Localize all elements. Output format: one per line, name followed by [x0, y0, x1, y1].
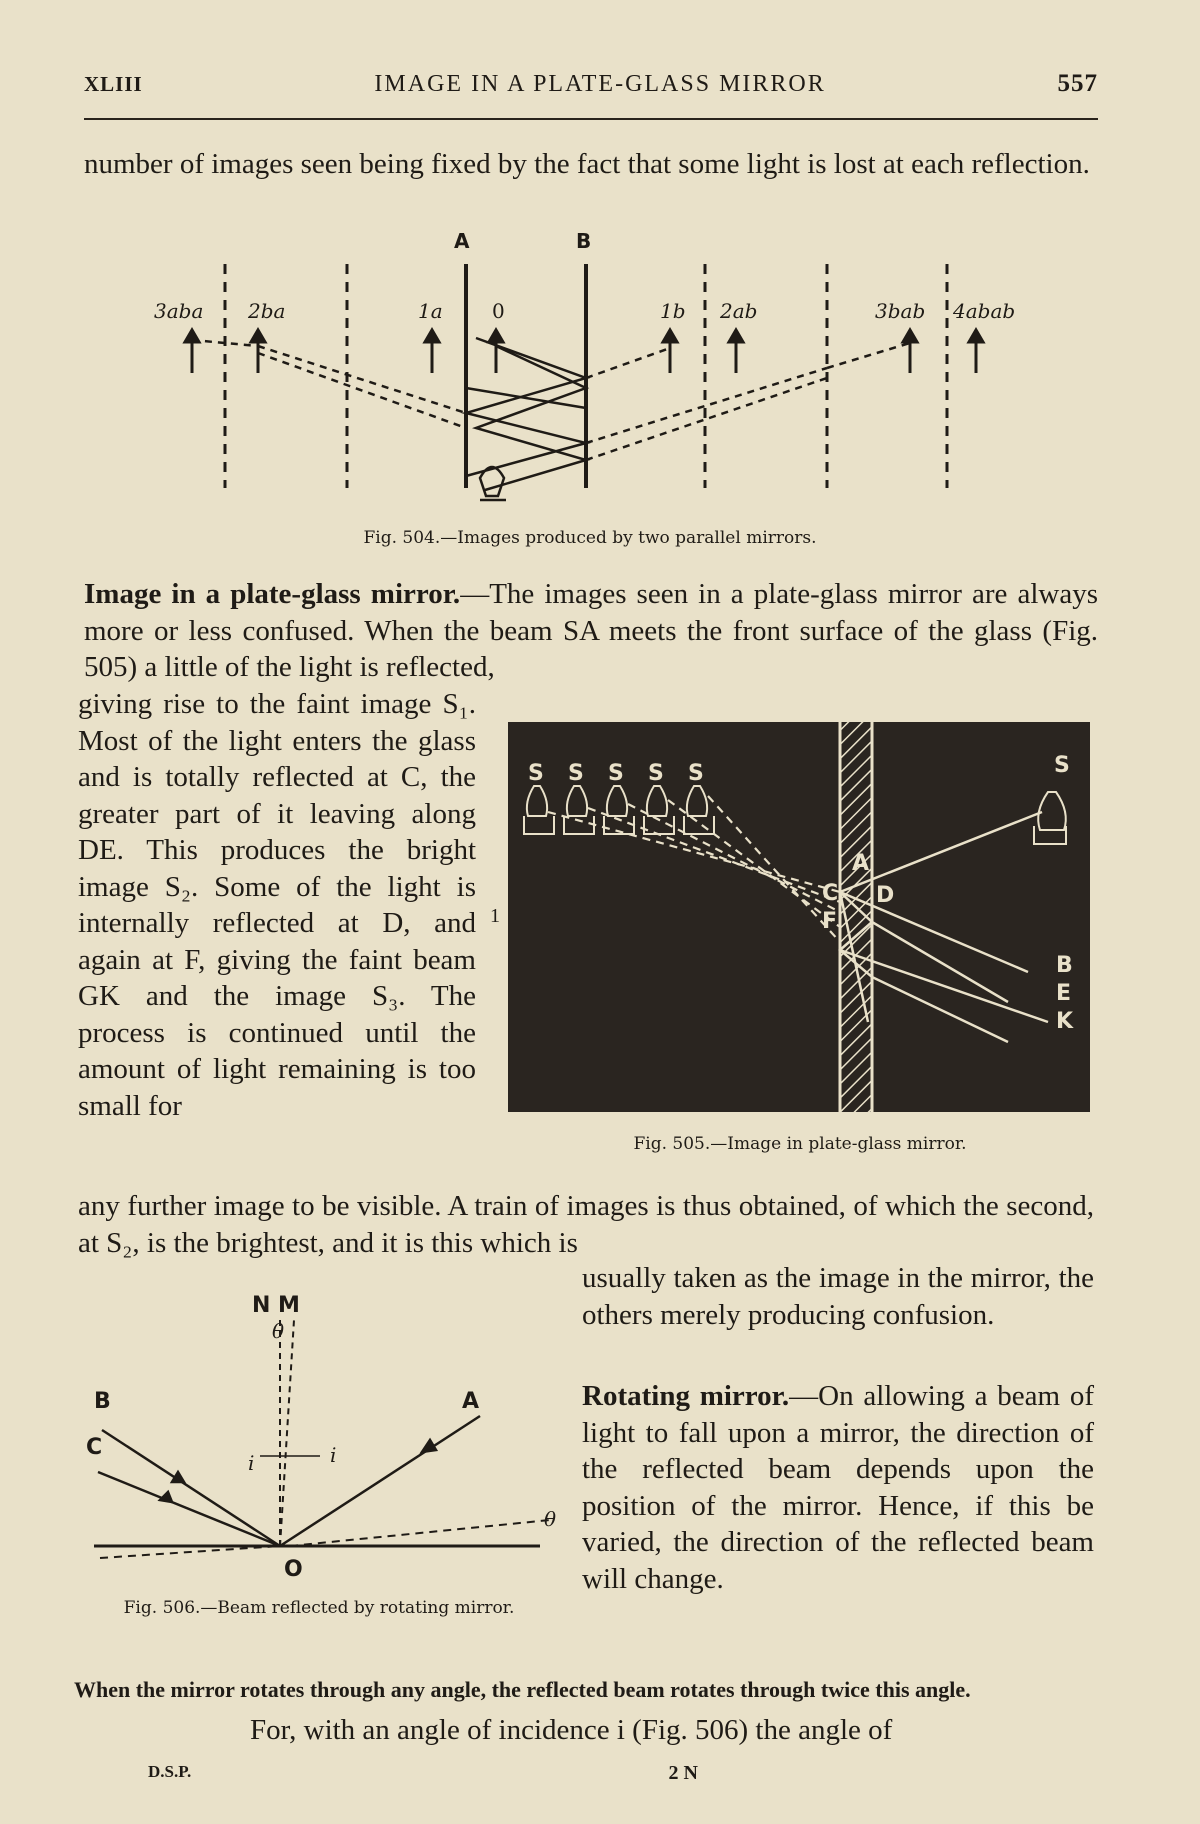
label-0: 0	[492, 299, 505, 323]
label-1a: 1a	[418, 299, 443, 323]
fig505-label-c: C	[822, 881, 839, 906]
fig506-label-theta-2: θ	[544, 1507, 557, 1531]
fig506-label-m: M	[278, 1293, 300, 1318]
label-3aba: 3aba	[154, 299, 204, 323]
page-number: 557	[1057, 70, 1098, 97]
chapter-number: XLIII	[84, 71, 143, 96]
fig505-label-k: K	[1056, 1009, 1074, 1034]
section-1-opening	[84, 576, 1098, 686]
page-footer	[148, 1762, 1048, 1785]
section-1-text-wide2: any further image to be visible. A train of images is thus obtained, of which the second, at S₂, is the brightest, and it is this which is	[78, 1190, 1094, 1259]
section-1-text-right: usually taken as the image in the mirror, the others merely producing confusion.	[582, 1262, 1094, 1331]
section-1-heading: Image in a plate-glass mirror.	[84, 578, 461, 610]
fig505-label-f: F	[822, 909, 838, 934]
label-2ab: 2ab	[720, 299, 758, 323]
figure-506	[80, 1290, 560, 1590]
fig506-label-n: N	[252, 1293, 271, 1318]
fig506-label-theta: θ	[272, 1319, 285, 1343]
footnote-mark: 1	[490, 905, 500, 927]
running-header	[84, 62, 1098, 106]
label-mirror-b: B	[576, 229, 592, 253]
fig505-label-s5: S	[688, 761, 704, 786]
fig506-label-i-left: i	[248, 1451, 255, 1475]
fig506-label-b: B	[94, 1389, 111, 1414]
label-1b: 1b	[660, 299, 686, 323]
label-4abab: 4abab	[953, 299, 1016, 323]
fig506-label-a: A	[462, 1389, 480, 1414]
signature-mark: 2 N	[668, 1762, 698, 1784]
figure-504-caption: Fig. 504.—Images produced by two parallel mirrors.	[363, 528, 817, 548]
section-2-text-last: For, with an angle of incidence i (Fig. 506) the angle of	[250, 1714, 893, 1746]
section-2-text: —On allowing a beam of light to fall upon a mirror, the direction of the reflected beam depends upon the position of the mirror. Hence, if this be varied, the direction of the reflected beam will change.	[582, 1380, 1094, 1595]
section-2-text-right	[582, 1378, 1094, 1597]
fig505-label-s1: S	[528, 761, 544, 786]
figure-505	[508, 722, 1090, 1112]
fig506-label-o: O	[284, 1557, 303, 1582]
fig505-label-s: S	[1054, 753, 1070, 778]
section-1-text-narrow: giving rise to the faint image S₁. Most of the light enters the glass and is totally reflected at C, the greater part of it leaving along DE. This produces the bright image S₂. Some of the light is internally reflected at D, and again at F, giving the faint beam GK and the image S₃. The process is continued until the amount of light remaining is too small for	[78, 688, 476, 1122]
section-2-heading: Rotating mirror.	[582, 1380, 790, 1412]
fig506-label-i-right: i	[330, 1443, 337, 1467]
running-title: IMAGE IN A PLATE-GLASS MIRROR	[374, 70, 826, 97]
section-1-text-wide: —The images seen in a plate-glass mirror are always more or less confused. When the beam SA meets the front surface of the glass (Fig. 505) a little of the light is reflected,	[84, 578, 1098, 683]
fig505-label-s3: S	[608, 761, 624, 786]
fig505-label-s4: S	[648, 761, 664, 786]
fig505-label-s2: S	[568, 761, 584, 786]
header-rule	[84, 118, 1098, 120]
figure-506-caption: Fig. 506.—Beam reflected by rotating mirror.	[123, 1598, 515, 1618]
label-mirror-a: A	[454, 229, 470, 253]
intro-paragraph: number of images seen being fixed by the fact that some light is lost at each reflection.	[84, 148, 1090, 180]
fig506-label-c: C	[86, 1435, 103, 1460]
fig505-label-b: B	[1056, 953, 1073, 978]
label-3bab: 3bab	[875, 299, 926, 323]
footer-left: D.S.P.	[148, 1762, 192, 1781]
figure-504	[140, 228, 1040, 518]
fig505-label-a: A	[852, 851, 870, 876]
section-2-text-small: When the mirror rotates through any angle, the reflected beam rotates through twice this angle.	[74, 1677, 971, 1702]
figure-505-caption: Fig. 505.—Image in plate-glass mirror.	[633, 1134, 967, 1154]
label-2ba: 2ba	[248, 299, 286, 323]
fig505-label-e: E	[1056, 981, 1072, 1006]
fig505-label-d: D	[876, 883, 895, 908]
